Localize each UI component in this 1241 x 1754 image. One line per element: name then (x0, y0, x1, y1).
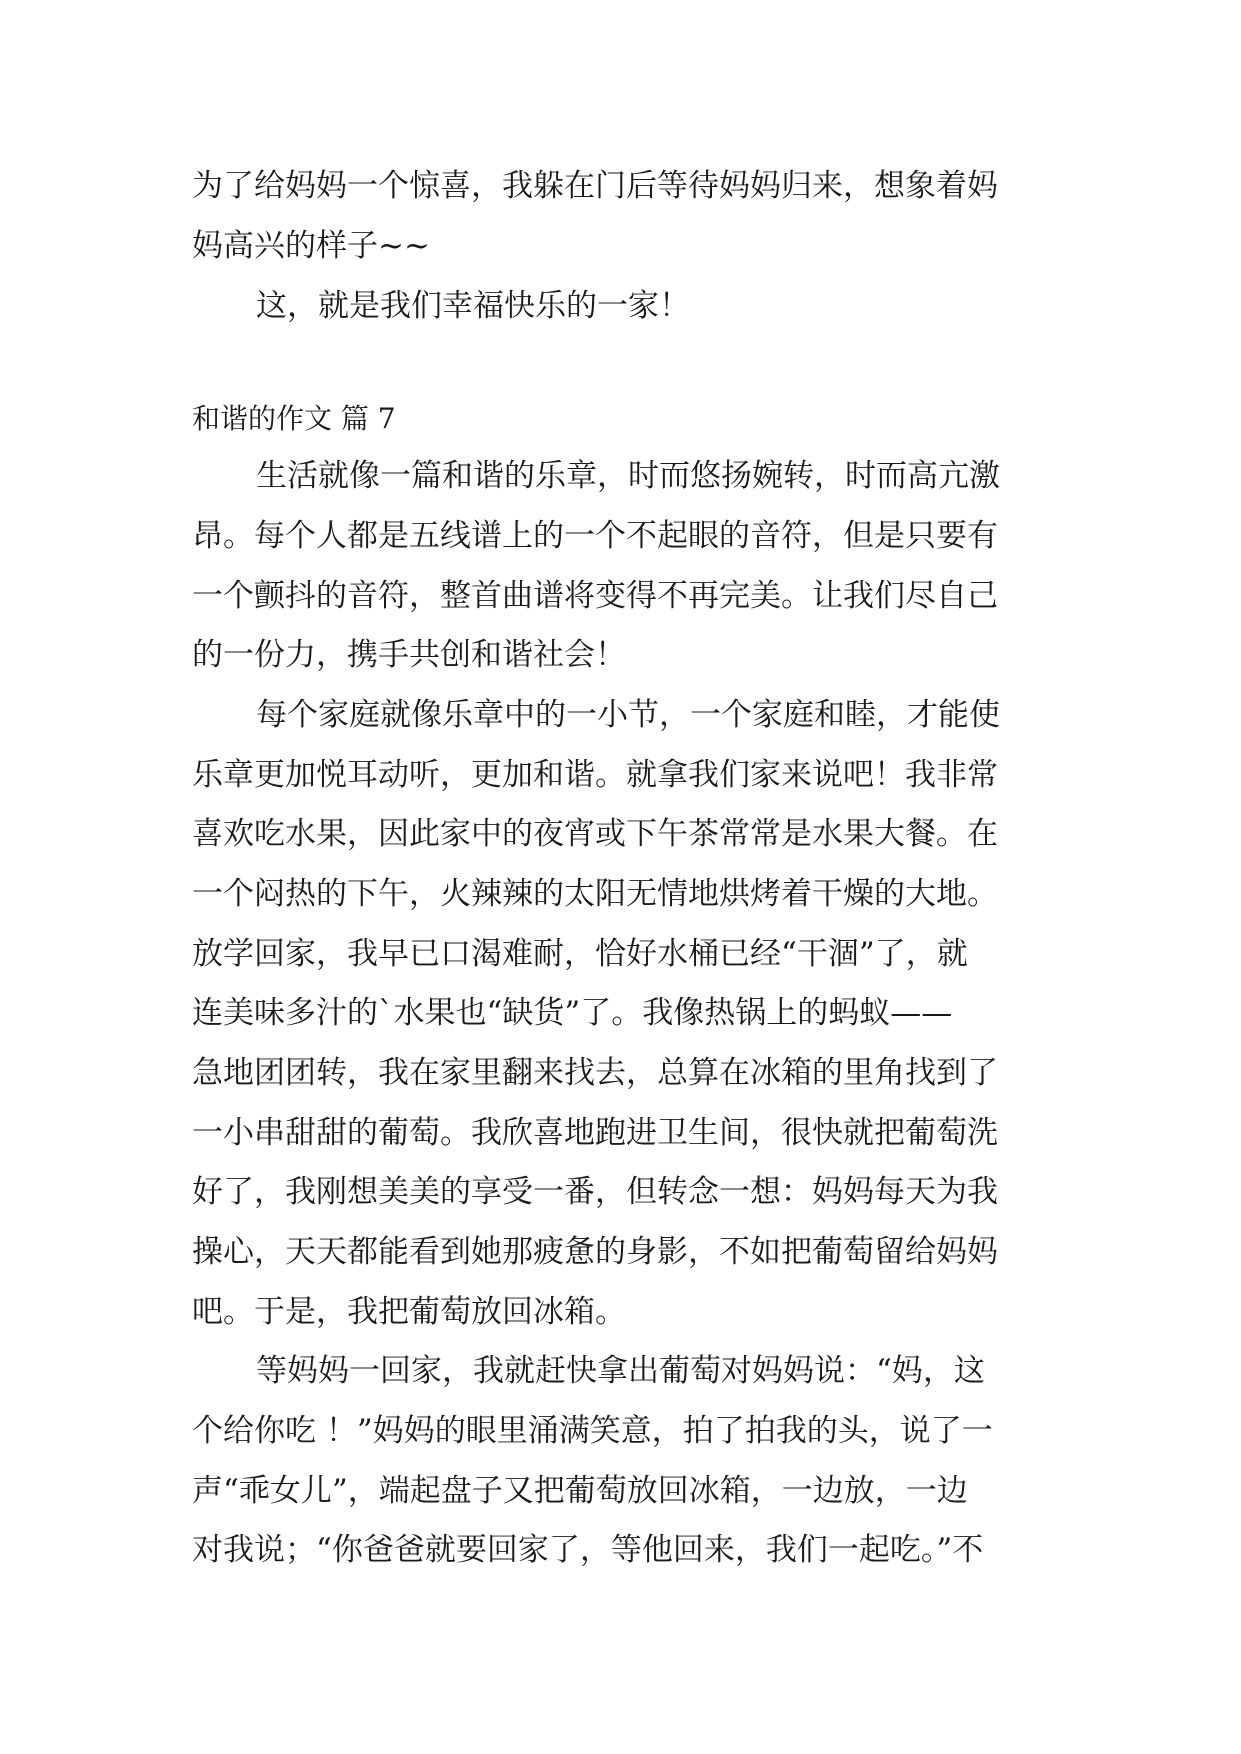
text-line: 生活就像一篇和谐的乐章，时而悠扬婉转，时而高亢激 (256, 458, 1000, 494)
text-line: 急地团团转，我在家里翻来找去，总算在冰箱的里角找到了 (192, 1055, 998, 1091)
text-line: 一小串甜甜的葡萄。我欣喜地跑进卫生间，很快就把葡萄洗 (192, 1115, 998, 1151)
text-line: 对我说；“你爸爸就要回家了，等他回来，我们一起吃。”不 (192, 1532, 984, 1568)
text-line: 的一份力，携手共创和谐社会！ (192, 637, 626, 673)
text-line: 昂。每个人都是五线谱上的一个不起眼的音符，但是只要有 (192, 518, 998, 554)
text-line: 乐章更加悦耳动听，更加和谐。就拿我们家来说吧！我非常 (192, 757, 998, 793)
text-line: 声“乖女儿”，端起盘子又把葡萄放回冰箱，一边放，一边 (192, 1473, 968, 1509)
section-heading: 和谐的作文 篇 7 (192, 402, 396, 435)
text-line: 为了给妈妈一个惊喜，我躲在门后等待妈妈归来，想象着妈 (192, 168, 998, 204)
text-line: 操心，天天都能看到她那疲惫的身影，不如把葡萄留给妈妈 (192, 1234, 998, 1270)
text-line: 一个颤抖的音符，整首曲谱将变得不再完美。让我们尽自己 (192, 578, 998, 614)
text-line: 连美味多汁的`水果也“缺货”了。我像热锅上的蚂蚁—— (192, 995, 953, 1031)
text-line: 吧。于是，我把葡萄放回冰箱。 (192, 1294, 626, 1330)
text-line: 妈高兴的样子~~ (192, 228, 430, 264)
text-line: 放学回家，我早已口渴难耐，恰好水桶已经“干涸”了，就 (192, 936, 968, 972)
text-line: 等妈妈一回家，我就赶快拿出葡萄对妈妈说：“妈，这 (256, 1353, 985, 1389)
text-line: 每个家庭就像乐章中的一小节，一个家庭和睦，才能使 (256, 697, 1000, 733)
text-line: 这，就是我们幸福快乐的一家！ (256, 288, 690, 324)
text-line: 好了，我刚想美美的享受一番，但转念一想：妈妈每天为我 (192, 1174, 998, 1210)
text-line: 一个闷热的下午，火辣辣的太阳无情地烘烤着干燥的大地。 (192, 876, 998, 912)
text-line: 个给你吃 ！”妈妈的眼里涌满笑意，拍了拍我的头，说了一 (192, 1413, 993, 1449)
text-line: 喜欢吃水果，因此家中的夜宵或下午茶常常是水果大餐。在 (192, 816, 998, 852)
